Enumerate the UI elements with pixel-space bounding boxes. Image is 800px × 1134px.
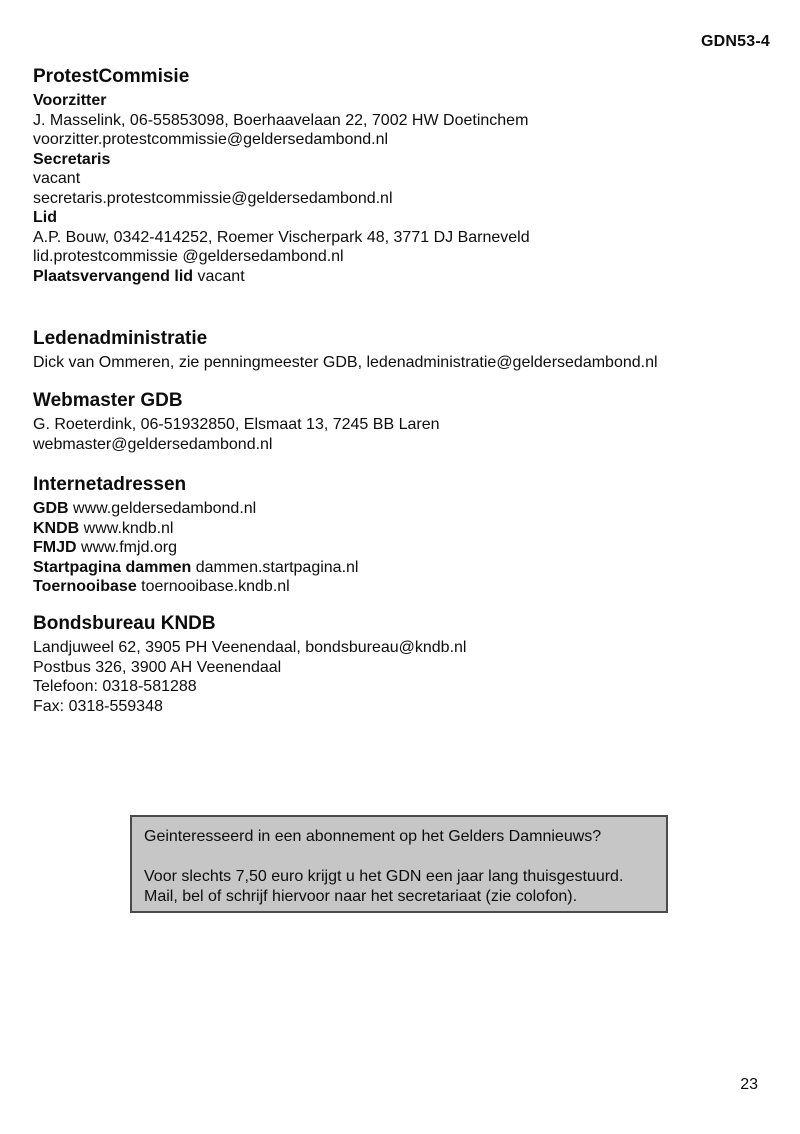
section-title-internetadressen: Internetadressen	[33, 474, 187, 495]
line-text: vacant	[33, 170, 81, 187]
line-text: J. Masselink, 06-55853098, Boerhaavelaan 22, 7002 HW Doetinchem	[33, 111, 529, 129]
line-text: toernooibase.kndb.nl	[136, 578, 290, 595]
text-line	[33, 353, 772, 373]
line-label: Voorzitter	[33, 92, 107, 109]
line-text: Fax: 0318-559348	[33, 697, 163, 715]
text-line	[33, 538, 772, 558]
text-line	[33, 638, 772, 658]
section-title-bondsbureau-kndb: Bondsbureau KNDB	[33, 613, 216, 634]
line-label: FMJD	[33, 539, 77, 556]
line-text: www.kndb.nl	[79, 519, 174, 537]
text-line	[33, 677, 772, 697]
section-internetadressen	[33, 474, 772, 597]
line-text: Telefoon: 0318-581288	[33, 678, 197, 695]
text-line	[33, 658, 772, 678]
text-line	[33, 91, 772, 111]
text-line	[33, 247, 772, 267]
line-label: Toernooibase	[33, 578, 137, 595]
text-line	[33, 111, 772, 131]
text-line	[33, 435, 772, 455]
text-line	[33, 228, 772, 248]
text-line	[33, 150, 772, 170]
line-text: www.geldersedambond.nl	[68, 500, 257, 517]
line-text: A.P. Bouw, 0342-414252, Roemer Vischerpark 48, 3771 DJ Barneveld	[33, 228, 530, 246]
line-text: dammen.startpagina.nl	[191, 558, 359, 576]
notice-line-blank	[144, 847, 654, 867]
text-line	[33, 577, 772, 597]
text-line	[33, 267, 772, 287]
line-label: Startpagina dammen	[33, 558, 192, 576]
text-line	[33, 697, 772, 717]
line-label: KNDB	[33, 519, 80, 537]
text-line	[33, 169, 772, 189]
text-line	[33, 189, 772, 209]
text-line	[33, 499, 772, 519]
line-text: G. Roeterdink, 06-51932850, Elsmaat 13, 7245 BB Laren	[33, 416, 440, 433]
section-title-webmaster-gdb: Webmaster GDB	[33, 390, 183, 411]
line-text: webmaster@geldersedambond.nl	[33, 435, 273, 453]
line-label: Plaatsvervangend lid	[33, 267, 194, 285]
notice-line: Mail, bel of schrijf hiervoor naar het secretariaat (zie colofon).	[144, 888, 578, 905]
line-text: lid.protestcommissie @geldersedambond.nl	[33, 248, 344, 265]
line-label: Lid	[33, 209, 57, 226]
section-title-protestcommissie: ProtestCommisie	[33, 66, 190, 87]
text-line	[33, 415, 772, 435]
line-text: Dick van Ommeren, zie penningmeester GDB, ledenadministratie@geldersedambond.nl	[33, 354, 658, 371]
notice-line: Geinteresseerd in een abonnement op het Gelders Damnieuws?	[144, 828, 602, 845]
line-text: secretaris.protestcommissie@geldersedambond.nl	[33, 189, 393, 207]
line-text: Landjuweel 62, 3905 PH Veenendaal, bondsbureau@kndb.nl	[33, 639, 467, 656]
line-text: voorzitter.protestcommissie@geldersedambond.nl	[33, 131, 389, 148]
section-title-ledenadministratie: Ledenadministratie	[33, 328, 208, 349]
notice-line: Voor slechts 7,50 euro krijgt u het GDN een jaar lang thuisgestuurd.	[144, 868, 624, 885]
line-label: Secretaris	[33, 150, 111, 168]
text-line	[33, 208, 772, 228]
section-ledenadministratie	[33, 328, 772, 373]
document-code: GDN53-4	[701, 33, 770, 50]
section-webmaster-gdb	[33, 390, 772, 454]
line-text: vacant	[193, 267, 245, 285]
line-text: Postbus 326, 3900 AH Veenendaal	[33, 658, 282, 676]
section-protestcommissie	[33, 66, 772, 286]
line-text: www.fmjd.org	[76, 539, 178, 556]
text-line	[33, 558, 772, 578]
page-number: 23	[740, 1076, 758, 1093]
text-line	[33, 130, 772, 150]
subscription-notice-box	[130, 815, 668, 913]
text-line	[33, 519, 772, 539]
section-bondsbureau-kndb	[33, 613, 772, 716]
line-label: GDB	[33, 500, 69, 517]
